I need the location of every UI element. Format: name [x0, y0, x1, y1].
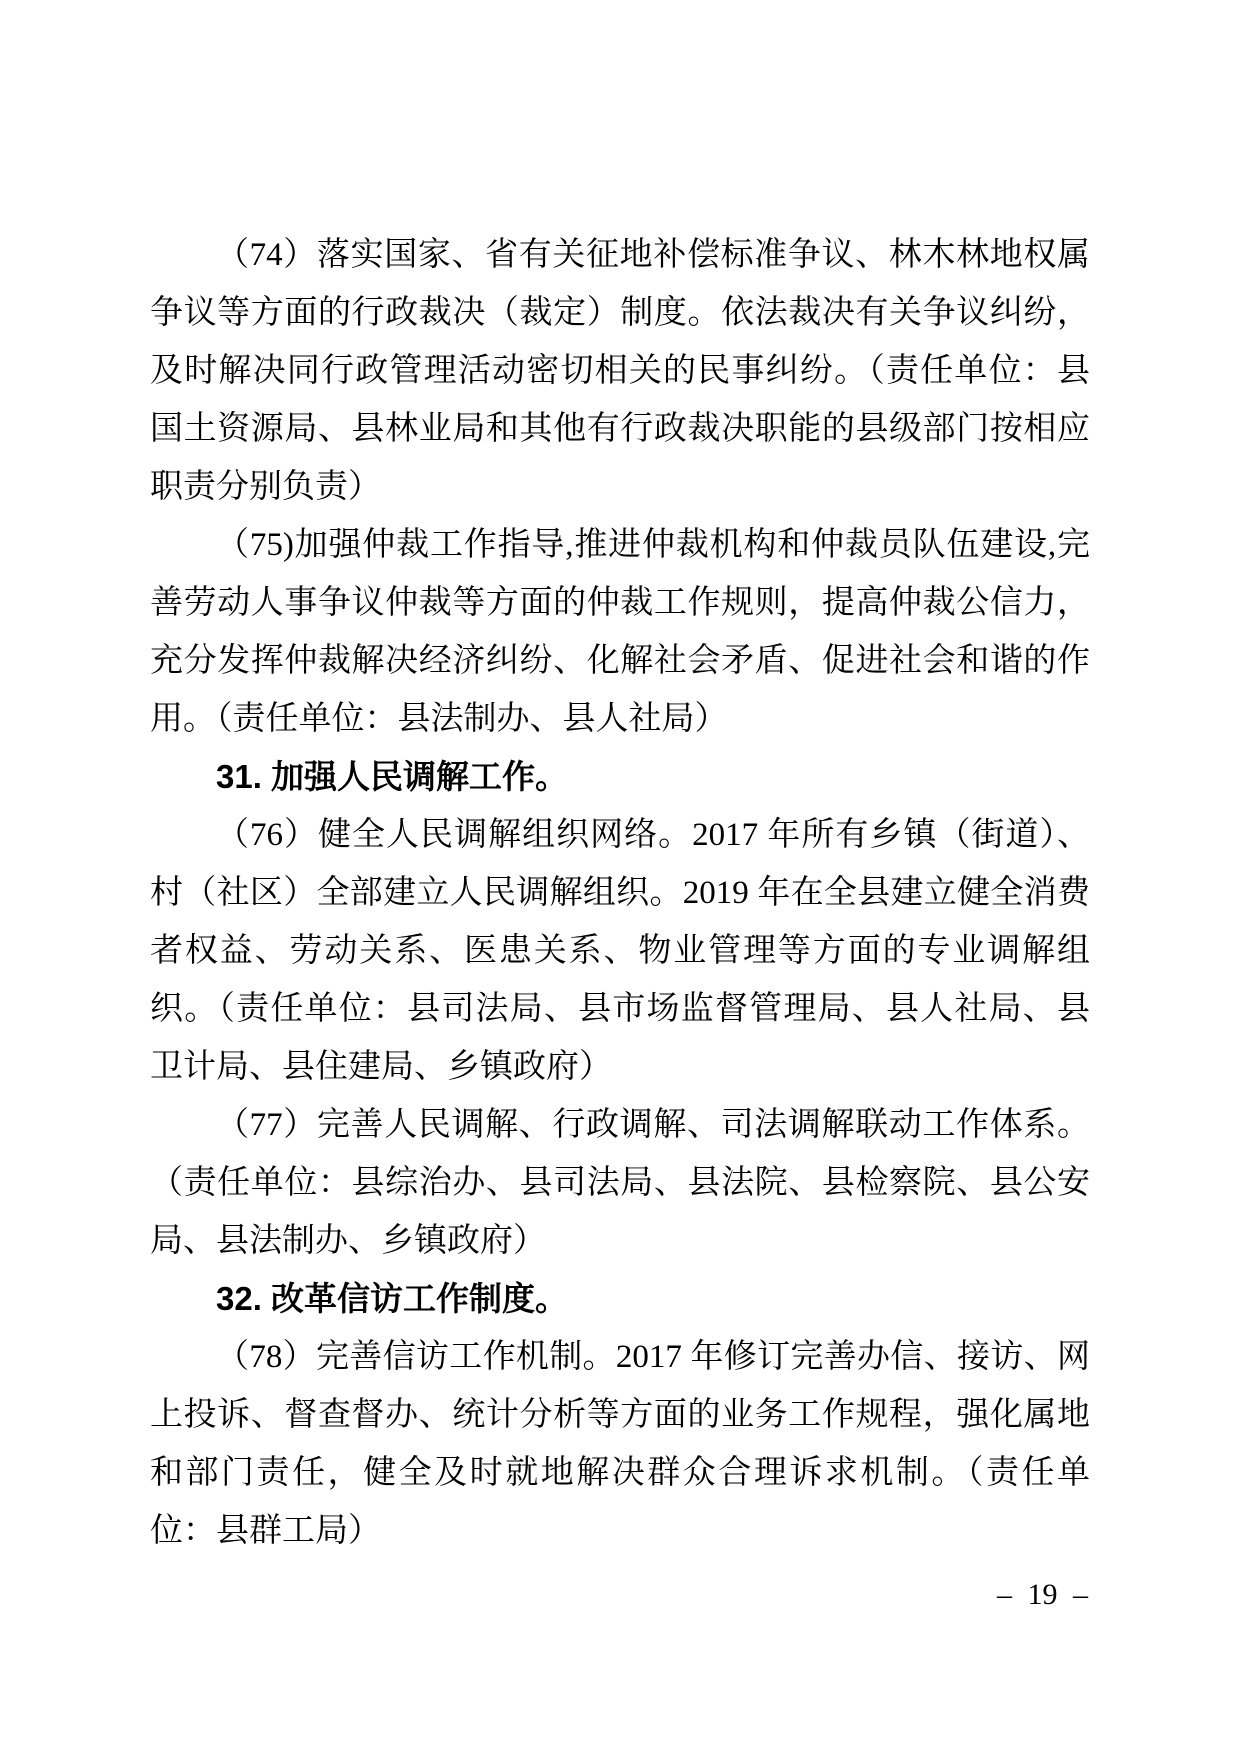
section-heading: 32. 改革信访工作制度。: [216, 1280, 569, 1317]
body-paragraph: （78）完善信访工作机制。2017 年修订完善办信、接访、网上投诉、督查督办、统计分析等方面的业务工作规程，强化属地和部门责任，健全及时就地解决群众合理诉求机制。（责任单位：县群工局）: [150, 1339, 1090, 1549]
body-paragraph: （77）完善人民调解、行政调解、司法调解联动工作体系。（责任单位：县综治办、县司法局、县法院、县检察院、县公安局、县法制办、乡镇政府）: [150, 1107, 1090, 1259]
section-heading: 31. 加强人民调解工作。: [216, 758, 569, 795]
text-block: [150, 226, 1090, 1560]
body-paragraph: （75)加强仲裁工作指导,推进仲裁机构和仲裁员队伍建设,完善劳动人事争议仲裁等方面的仲裁工作规则，提高仲裁公信力，充分发挥仲裁解决经济纠纷、化解社会矛盾、促进社会和谐的作用。（责任单位：县法制办、县人社局）: [150, 527, 1090, 737]
body-paragraph: （76）健全人民调解组织网络。2017 年所有乡镇（街道）、村（社区）全部建立人民调解组织。2019 年在全县建立健全消费者权益、劳动关系、医患关系、物业管理等方面的专业调解组织。（责任单位：县司法局、县市场监督管理局、县人社局、县卫计局、县住建局、乡镇政府）: [150, 817, 1090, 1085]
page-number: – 19 –: [997, 1578, 1088, 1611]
body-paragraph: （74）落实国家、省有关征地补偿标准争议、林木林地权属争议等方面的行政裁决（裁定）制度。依法裁决有关争议纠纷，及时解决同行政管理活动密切相关的民事纠纷。（责任单位：县国土资源局、县林业局和其他有行政裁决职能的县级部门按相应职责分别负责）: [150, 237, 1090, 505]
